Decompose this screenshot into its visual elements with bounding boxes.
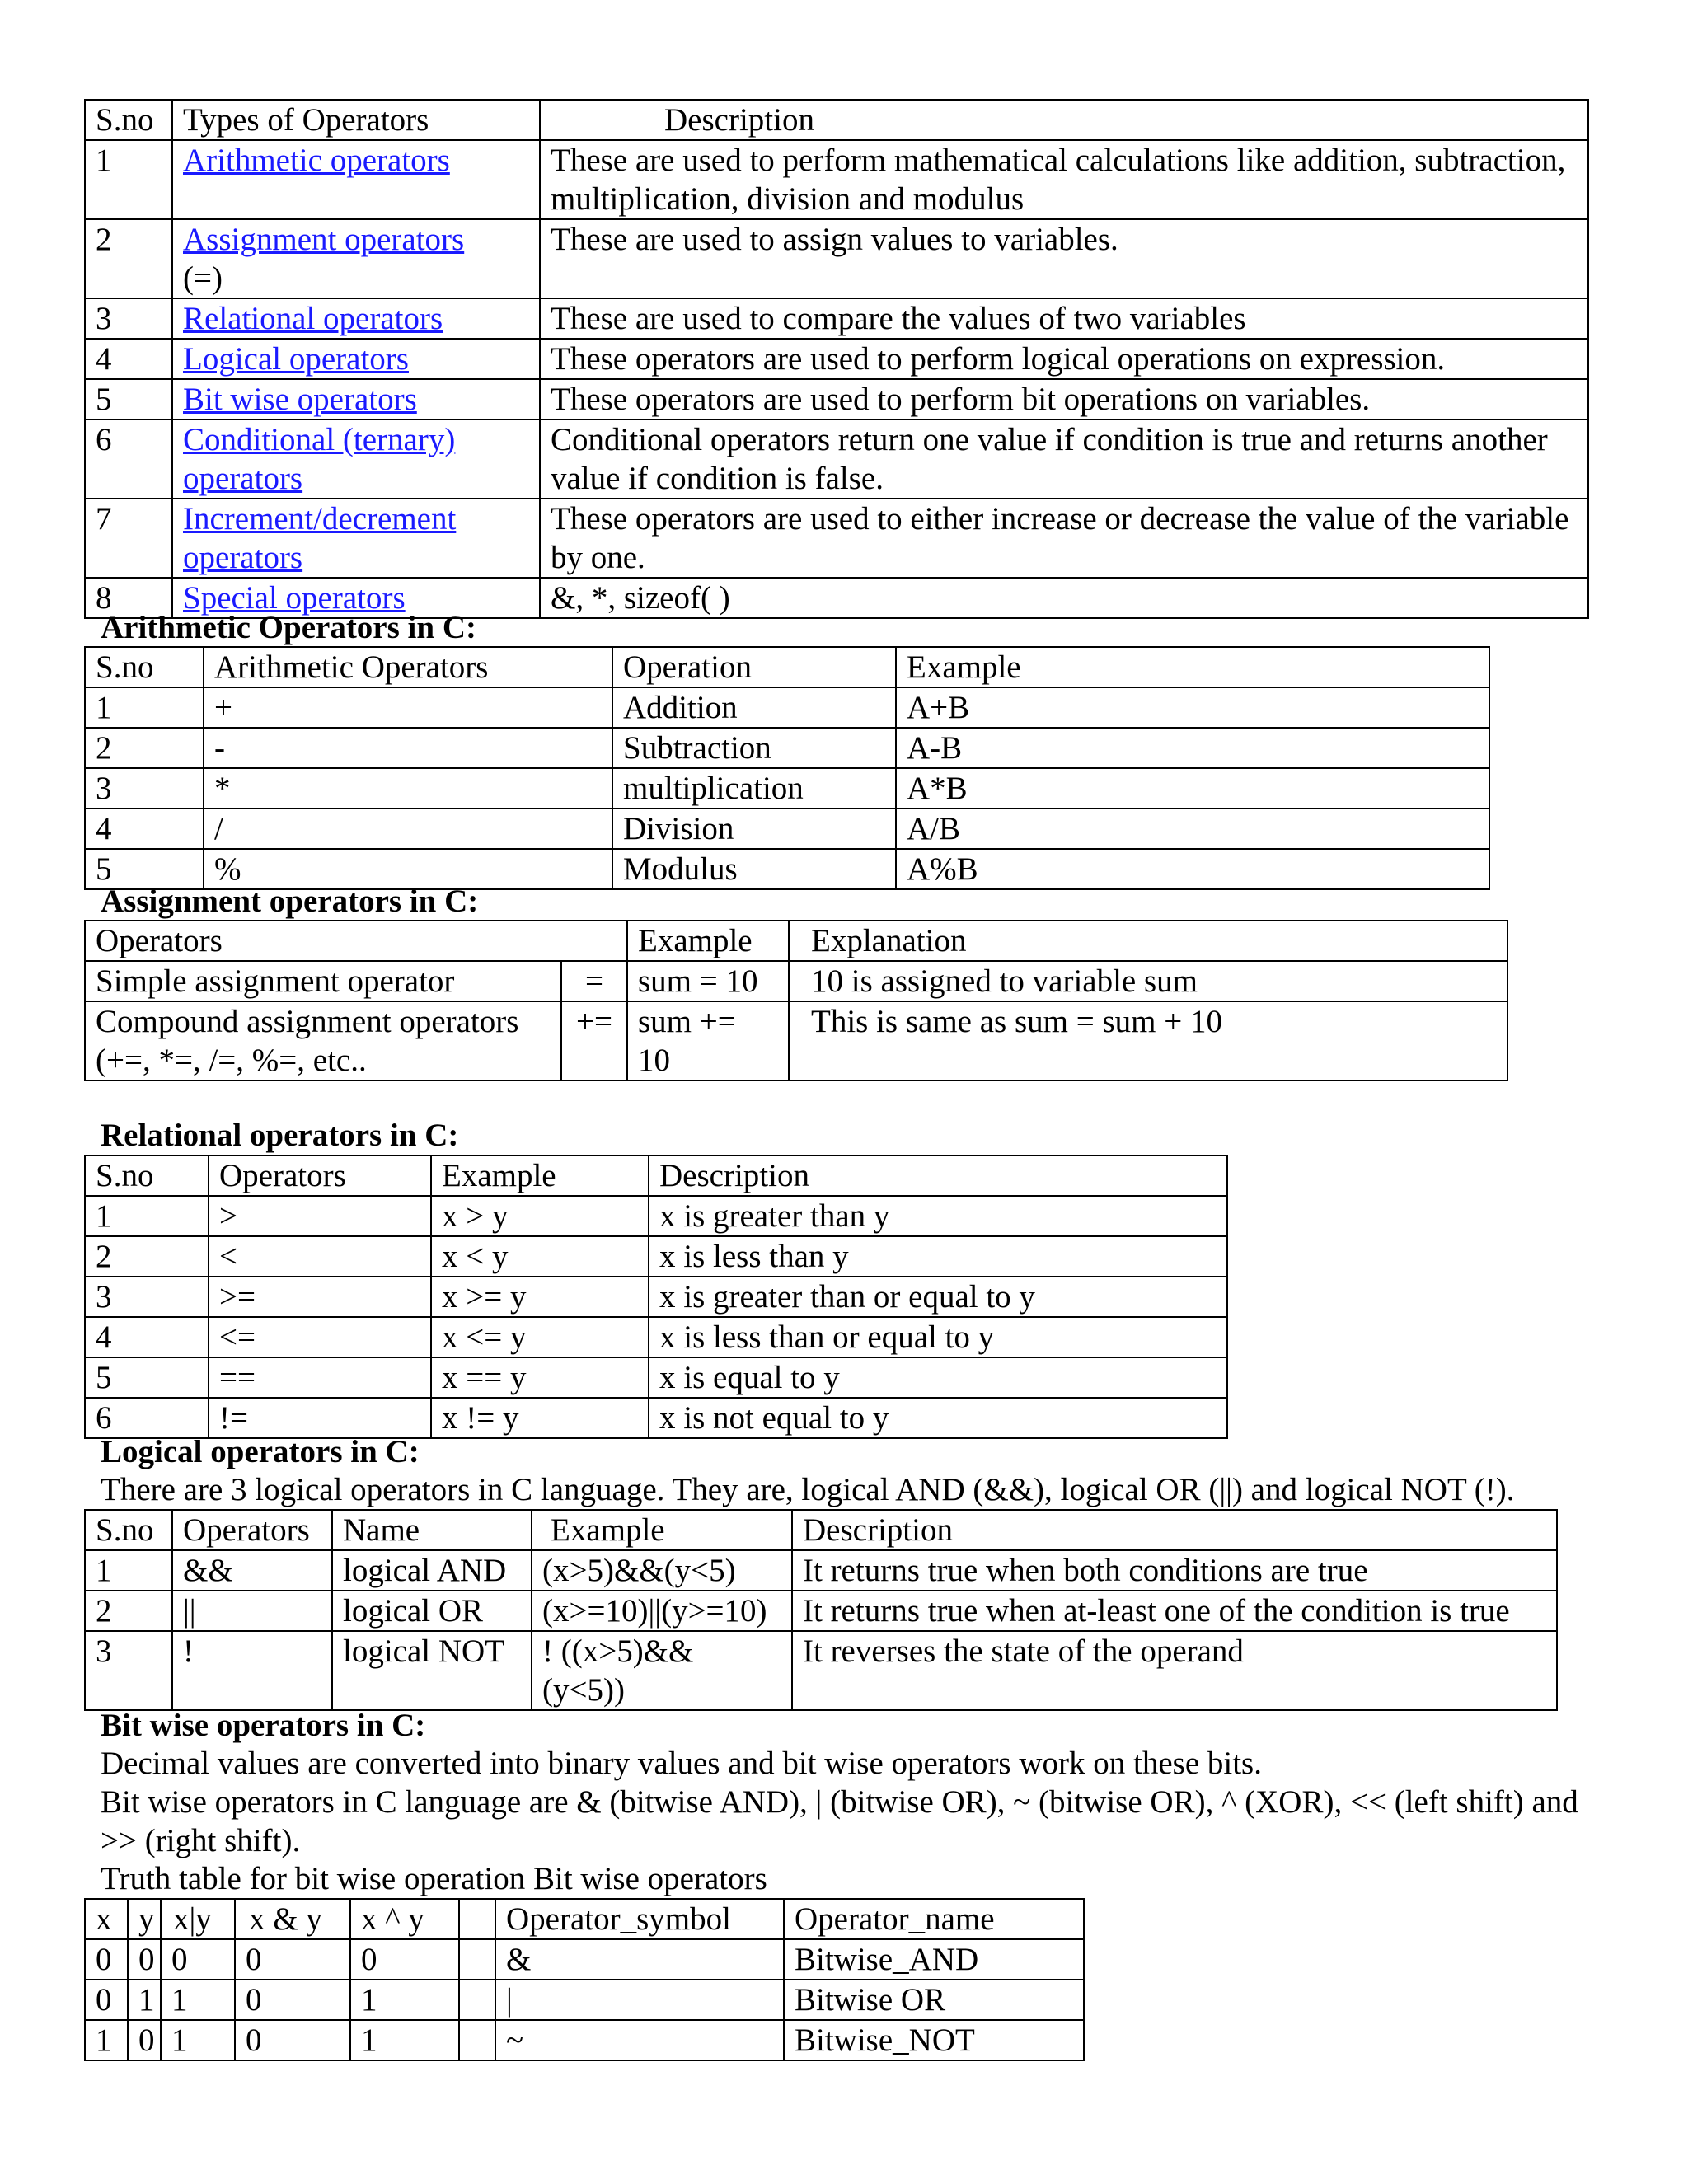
arithmetic-table <box>84 646 1490 890</box>
cell: A-B <box>896 728 1489 768</box>
cell: = <box>561 961 627 1001</box>
cell: 0 <box>235 1939 350 1980</box>
cell: A/B <box>896 808 1489 849</box>
table-row <box>85 339 1588 379</box>
cell: 1 <box>161 1980 235 2020</box>
cell: A%B <box>896 849 1489 889</box>
cell: logical OR <box>332 1591 532 1631</box>
cell: 1 <box>128 1980 161 2020</box>
header-sno: S.no <box>85 1510 172 1550</box>
cell: 0 <box>235 1980 350 2020</box>
cell: 1 <box>85 1550 172 1591</box>
header-x-and-y: x & y <box>235 1899 350 1939</box>
row-description: These are used to compare the values of two variables <box>540 298 1588 339</box>
header-example: Example <box>532 1510 792 1550</box>
cell: ! <box>172 1631 332 1710</box>
cell: x > y <box>431 1196 649 1236</box>
cell: += <box>561 1001 627 1080</box>
header-operators: Operators <box>209 1155 431 1196</box>
relational-heading: Relational operators in C: <box>101 1118 459 1153</box>
header-x-or-y: x|y <box>161 1899 235 1939</box>
row-sno: 4 <box>85 339 172 379</box>
cell: / <box>204 808 612 849</box>
cell: Addition <box>612 687 896 728</box>
table-row <box>85 2020 1084 2060</box>
row-sno: 2 <box>85 219 172 298</box>
cell: A*B <box>896 768 1489 808</box>
table-row <box>85 1591 1557 1631</box>
link-special-operators[interactable]: Special operators <box>183 580 406 616</box>
cell: ! ((x>5)&&(y<5)) <box>532 1631 792 1710</box>
link-bitwise-operators[interactable]: Bit wise operators <box>183 382 417 417</box>
cell: Modulus <box>612 849 896 889</box>
logical-section <box>84 1509 1558 1711</box>
cell: & <box>495 1939 784 1980</box>
row-description: These are used to assign values to variables. <box>540 219 1588 298</box>
cell: 0 <box>128 2020 161 2060</box>
cell: (x>=10)||(y>=10) <box>532 1591 792 1631</box>
row-sno: 1 <box>85 140 172 219</box>
cell: x is less than or equal to y <box>649 1317 1227 1357</box>
assignment-symbol: (=) <box>183 260 223 296</box>
header-explanation: Explanation <box>789 921 1507 961</box>
cell: logical NOT <box>332 1631 532 1710</box>
table-row <box>85 298 1588 339</box>
link-arithmetic-operators[interactable]: Arithmetic operators <box>183 143 450 178</box>
cell: == <box>209 1357 431 1398</box>
cell: - <box>204 728 612 768</box>
row-description: Conditional operators return one value if condition is true and returns another value if condition is false. <box>540 419 1588 499</box>
table-header-row <box>85 1510 1557 1550</box>
table-row <box>85 379 1588 419</box>
cell <box>459 1980 495 2020</box>
cell: x == y <box>431 1357 649 1398</box>
header-operators: Operators <box>172 1510 332 1550</box>
cell: 0 <box>85 1980 128 2020</box>
header-description: Description <box>649 1155 1227 1196</box>
cell: x is greater than or equal to y <box>649 1277 1227 1317</box>
cell: 5 <box>85 849 204 889</box>
cell: 1 <box>85 687 204 728</box>
cell: sum += 10 <box>627 1001 789 1080</box>
bitwise-para-3: Truth table for bit wise operation Bit wise operators <box>101 1861 767 1896</box>
table-header-row <box>85 1899 1084 1939</box>
cell: % <box>204 849 612 889</box>
table-row <box>85 1631 1557 1710</box>
header-operators: Operators <box>85 921 561 961</box>
header-operation: Operation <box>612 647 896 687</box>
header-example: Example <box>896 647 1489 687</box>
row-description: &, *, sizeof( ) <box>540 578 1588 618</box>
row-sno: 7 <box>85 499 172 578</box>
cell: 5 <box>85 1357 209 1398</box>
header-example: Example <box>627 921 789 961</box>
table-row <box>85 1357 1227 1398</box>
cell: x != y <box>431 1398 649 1438</box>
cell: ~ <box>495 2020 784 2060</box>
header-x-xor-y: x ^ y <box>350 1899 459 1939</box>
logical-intro: There are 3 logical operators in C language. They are, logical AND (&&), logical OR (||) and logical NOT (!). <box>101 1472 1515 1507</box>
cell: x < y <box>431 1236 649 1277</box>
relational-table <box>84 1155 1228 1439</box>
header-sno: S.no <box>85 1155 209 1196</box>
cell: A+B <box>896 687 1489 728</box>
cell: 2 <box>85 1236 209 1277</box>
table-row <box>85 219 1588 298</box>
row-sno: 6 <box>85 419 172 499</box>
link-conditional-operators[interactable]: Conditional (ternary) operators <box>183 422 456 496</box>
header-name: Name <box>332 1510 532 1550</box>
header-sno: S.no <box>85 100 172 140</box>
cell: | <box>495 1980 784 2020</box>
link-assignment-operators[interactable]: Assignment operators <box>183 222 465 257</box>
cell: * <box>204 768 612 808</box>
cell: 0 <box>350 1939 459 1980</box>
cell: (x>5)&&(y<5) <box>532 1550 792 1591</box>
table-header-row <box>85 647 1489 687</box>
cell: x >= y <box>431 1277 649 1317</box>
table-row <box>85 1236 1227 1277</box>
cell: >= <box>209 1277 431 1317</box>
row-sno: 8 <box>85 578 172 618</box>
table-header-row <box>85 921 1507 961</box>
cell: > <box>209 1196 431 1236</box>
table-row <box>85 140 1588 219</box>
cell <box>459 1939 495 1980</box>
table-row <box>85 1317 1227 1357</box>
table-row <box>85 1196 1227 1236</box>
header-operator-name: Operator_name <box>784 1899 1084 1939</box>
table-row <box>85 1980 1084 2020</box>
table-row <box>85 419 1588 499</box>
row-sno: 3 <box>85 298 172 339</box>
row-description: These operators are used to perform logical operations on expression. <box>540 339 1588 379</box>
assignment-heading: Assignment operators in C: <box>101 883 479 919</box>
cell: || <box>172 1591 332 1631</box>
arithmetic-heading: Arithmetic Operators in C: <box>101 610 476 645</box>
header-example: Example <box>431 1155 649 1196</box>
cell: x <= y <box>431 1317 649 1357</box>
cell: x is greater than y <box>649 1196 1227 1236</box>
bitwise-heading: Bit wise operators in C: <box>101 1708 426 1743</box>
table-row <box>85 961 1507 1001</box>
header-sno: S.no <box>85 647 204 687</box>
logical-table <box>84 1509 1558 1711</box>
table-row <box>85 728 1489 768</box>
header-y: y <box>128 1899 161 1939</box>
table-row <box>85 1550 1557 1591</box>
table-row <box>85 1939 1084 1980</box>
cell: 4 <box>85 808 204 849</box>
cell: logical AND <box>332 1550 532 1591</box>
cell: This is same as sum = sum + 10 <box>789 1001 1507 1080</box>
assignment-table <box>84 920 1508 1081</box>
table-row <box>85 808 1489 849</box>
cell: Bitwise_NOT <box>784 2020 1084 2060</box>
cell: x is equal to y <box>649 1357 1227 1398</box>
cell: Compound assignment operators (+=, *=, /=, %=, etc.. <box>85 1001 561 1080</box>
arithmetic-section <box>84 646 1490 890</box>
cell: Subtraction <box>612 728 896 768</box>
cell <box>459 2020 495 2060</box>
cell: 2 <box>85 728 204 768</box>
header-description: Description <box>540 100 1588 140</box>
cell: && <box>172 1550 332 1591</box>
row-description: These are used to perform mathematical calculations like addition, subtraction, multiplication, division and modulus <box>540 140 1588 219</box>
cell: Simple assignment operator <box>85 961 561 1001</box>
operators-overview-table <box>84 99 1589 619</box>
cell: Bitwise OR <box>784 1980 1084 2020</box>
cell: <= <box>209 1317 431 1357</box>
cell: It reverses the state of the operand <box>792 1631 1557 1710</box>
table-header-row <box>85 100 1588 140</box>
bitwise-para-2: Bit wise operators in C language are & (bitwise AND), | (bitwise OR), ~ (bitwise OR), ^ (XOR), << (left shift) and >> (right shift). <box>101 1784 1578 1858</box>
cell: + <box>204 687 612 728</box>
cell: 3 <box>85 1631 172 1710</box>
cell: 3 <box>85 1277 209 1317</box>
table-header-row <box>85 1155 1227 1196</box>
table-row <box>85 768 1489 808</box>
cell: < <box>209 1236 431 1277</box>
row-description: These operators are used to either increase or decrease the value of the variable by one. <box>540 499 1588 578</box>
cell: sum = 10 <box>627 961 789 1001</box>
cell: x is less than y <box>649 1236 1227 1277</box>
cell: 0 <box>128 1939 161 1980</box>
row-description: These operators are used to perform bit operations on variables. <box>540 379 1588 419</box>
cell: 10 is assigned to variable sum <box>789 961 1507 1001</box>
link-relational-operators[interactable]: Relational operators <box>183 301 443 336</box>
table-row <box>85 1277 1227 1317</box>
cell: 2 <box>85 1591 172 1631</box>
cell: 0 <box>235 2020 350 2060</box>
cell: 3 <box>85 768 204 808</box>
cell: Bitwise_AND <box>784 1939 1084 1980</box>
table-row <box>85 687 1489 728</box>
cell: 4 <box>85 1317 209 1357</box>
cell: multiplication <box>612 768 896 808</box>
bitwise-section <box>84 1898 1085 2061</box>
header-arithmetic-operators: Arithmetic Operators <box>204 647 612 687</box>
cell: 1 <box>350 1980 459 2020</box>
cell: 0 <box>85 1939 128 1980</box>
operators-overview <box>84 99 1589 619</box>
link-increment-decrement-operators[interactable]: Increment/decrement operators <box>183 501 457 575</box>
cell: 0 <box>161 1939 235 1980</box>
table-row <box>85 1001 1507 1080</box>
header-symbol <box>561 921 627 961</box>
header-x: x <box>85 1899 128 1939</box>
logical-heading: Logical operators in C: <box>101 1434 420 1469</box>
cell: Division <box>612 808 896 849</box>
bitwise-para-1: Decimal values are converted into binary values and bit wise operators work on these bits. <box>101 1746 1262 1781</box>
row-sno: 5 <box>85 379 172 419</box>
table-row <box>85 499 1588 578</box>
cell: It returns true when at-least one of the condition is true <box>792 1591 1557 1631</box>
cell: 1 <box>350 2020 459 2060</box>
cell: 1 <box>85 2020 128 2060</box>
cell: != <box>209 1398 431 1438</box>
bitwise-truth-table <box>84 1898 1085 2061</box>
relational-section <box>84 1155 1228 1439</box>
cell: 1 <box>85 1196 209 1236</box>
cell: 1 <box>161 2020 235 2060</box>
assignment-section <box>84 920 1508 1081</box>
cell: 6 <box>85 1398 209 1438</box>
cell: x is not equal to y <box>649 1398 1227 1438</box>
cell: It returns true when both conditions are true <box>792 1550 1557 1591</box>
header-blank <box>459 1899 495 1939</box>
header-description: Description <box>792 1510 1557 1550</box>
header-types: Types of Operators <box>172 100 540 140</box>
header-operator-symbol: Operator_symbol <box>495 1899 784 1939</box>
link-logical-operators[interactable]: Logical operators <box>183 341 409 377</box>
